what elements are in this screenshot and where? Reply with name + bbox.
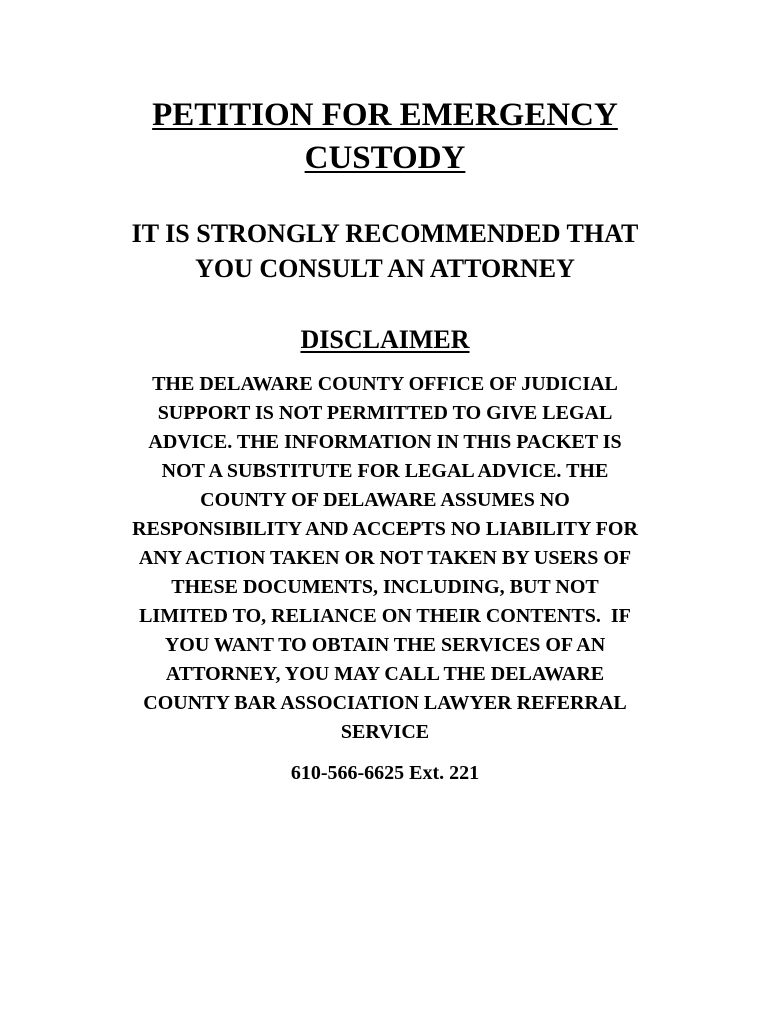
disclaimer-line: RESPONSIBILITY AND ACCEPTS NO LIABILITY FOR bbox=[132, 518, 638, 540]
disclaimer-line: LIMITED TO, RELIANCE ON THEIR CONTENTS. IF bbox=[139, 605, 631, 627]
disclaimer-line: ATTORNEY, YOU MAY CALL THE DELAWARE bbox=[165, 663, 605, 685]
referral-phone-number: 610-566-6625 Ext. 221 bbox=[290, 762, 480, 784]
title-line-1: PETITION FOR EMERGENCY bbox=[152, 97, 618, 133]
disclaimer-line: ADVICE. THE INFORMATION IN THIS PACKET IS bbox=[148, 431, 622, 453]
disclaimer-line: YOU WANT TO OBTAIN THE SERVICES OF AN bbox=[164, 634, 606, 656]
recommendation-line-1: IT IS STRONGLY RECOMMENDED THAT bbox=[131, 219, 639, 248]
page-title bbox=[0, 94, 770, 180]
disclaimer-line: THESE DOCUMENTS, INCLUDING, BUT NOT bbox=[171, 576, 599, 598]
title-line-2: CUSTODY bbox=[304, 140, 466, 176]
disclaimer-line: SERVICE bbox=[340, 721, 430, 743]
disclaimer-line: COUNTY OF DELAWARE ASSUMES NO bbox=[200, 489, 570, 511]
disclaimer-line: SUPPORT IS NOT PERMITTED TO GIVE LEGAL bbox=[157, 402, 613, 424]
disclaimer-text bbox=[85, 370, 685, 747]
recommendation-line-2: YOU CONSULT AN ATTORNEY bbox=[195, 254, 575, 283]
disclaimer-heading: DISCLAIMER bbox=[300, 325, 470, 354]
disclaimer-line: THE DELAWARE COUNTY OFFICE OF JUDICIAL bbox=[152, 373, 618, 395]
disclaimer-line: COUNTY BAR ASSOCIATION LAWYER REFERRAL bbox=[143, 692, 627, 714]
disclaimer-line: ANY ACTION TAKEN OR NOT TAKEN BY USERS OF bbox=[138, 547, 632, 569]
attorney-recommendation bbox=[0, 216, 770, 286]
disclaimer-line: NOT A SUBSTITUTE FOR LEGAL ADVICE. THE bbox=[161, 460, 609, 482]
